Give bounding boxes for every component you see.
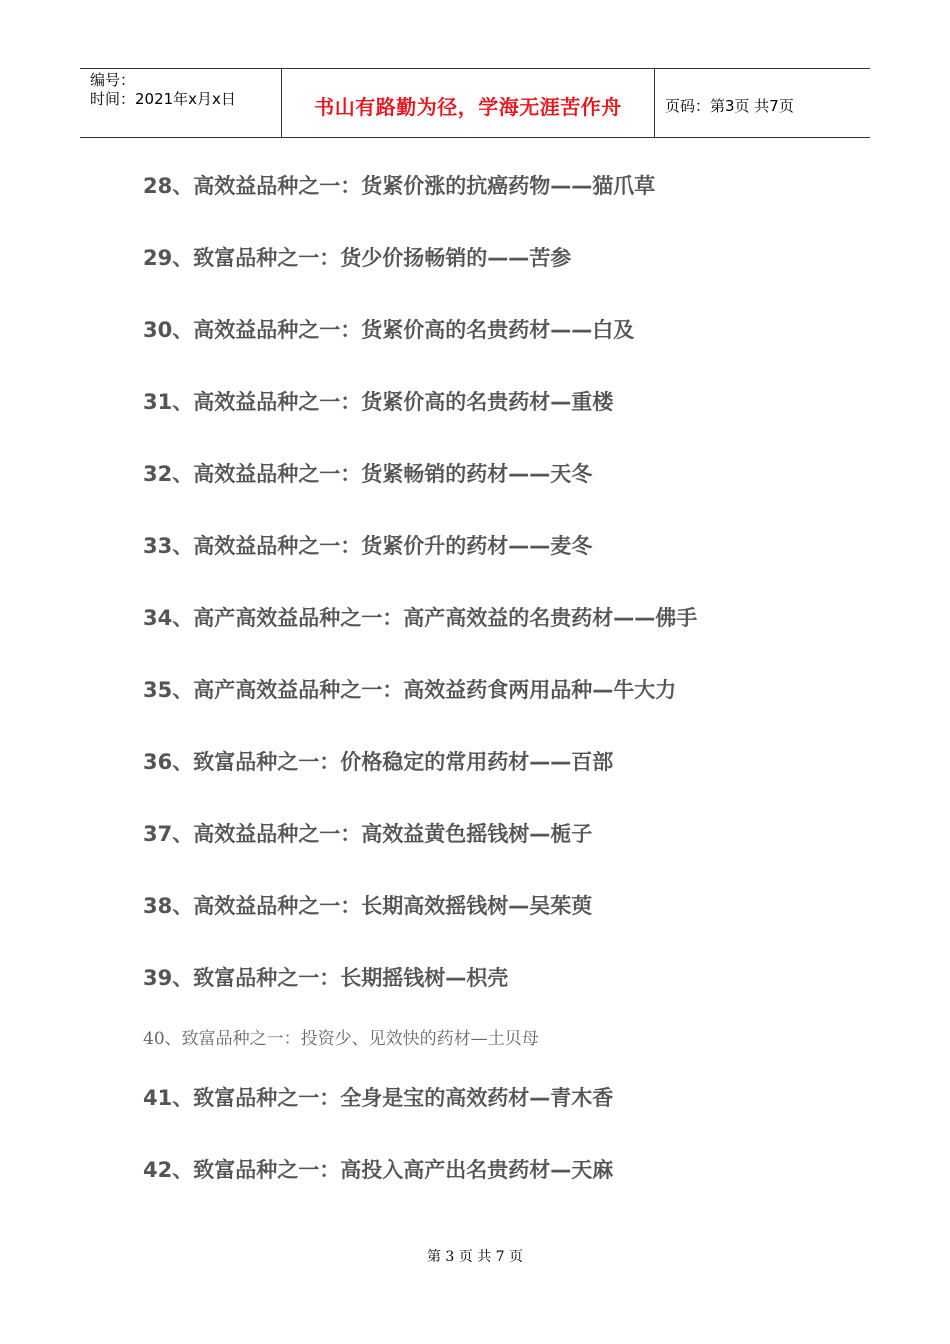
page-footer: 第 3 页 共 7 页 — [426, 1249, 524, 1265]
document-header — [80, 68, 870, 138]
list-item: 28、高效益品种之一：货紧价涨的抗癌药物——猫爪草 — [143, 174, 656, 198]
list-item: 36、致富品种之一：价格稳定的常用药材——百部 — [143, 750, 614, 774]
number-label: 编号： — [90, 71, 136, 89]
list-item: 38、高效益品种之一：长期高效摇钱树—吴茱萸 — [143, 894, 593, 918]
list-item: 37、高效益品种之一：高效益黄色摇钱树—栀子 — [143, 822, 593, 846]
list-item: 33、高效益品种之一：货紧价升的药材——麦冬 — [143, 534, 593, 558]
page-info-text: 页码：第3页 共7页 — [665, 96, 794, 115]
list-item: 40、致富品种之一：投资少、见效快的药材—土贝母 — [143, 1029, 539, 1049]
list-item: 35、高产高效益品种之一：高效益药食两用品种—牛大力 — [143, 678, 677, 702]
motto-text: 书山有路勤为径，学海无涯苦作舟 — [314, 94, 622, 119]
list-item: 31、高效益品种之一：货紧价高的名贵药材—重楼 — [143, 390, 614, 414]
list-item: 32、高效益品种之一：货紧畅销的药材——天冬 — [143, 462, 593, 486]
list-item: 29、致富品种之一：货少价扬畅销的——苦参 — [143, 246, 572, 270]
list-item: 42、致富品种之一：高投入高产出名贵药材—天麻 — [143, 1158, 614, 1182]
list-item: 30、高效益品种之一：货紧价高的名贵药材——白及 — [143, 318, 635, 342]
header-meta-cell — [80, 69, 282, 137]
motto-cell — [282, 69, 655, 137]
list-item: 34、高产高效益品种之一：高产高效益的名贵药材——佛手 — [143, 606, 698, 630]
list-item: 41、致富品种之一：全身是宝的高效药材—青木香 — [143, 1086, 614, 1110]
page-info-cell — [655, 69, 870, 137]
time-label: 时间：2021年x月x日 — [90, 90, 236, 108]
list-item: 39、致富品种之一：长期摇钱树—枳壳 — [143, 966, 509, 990]
